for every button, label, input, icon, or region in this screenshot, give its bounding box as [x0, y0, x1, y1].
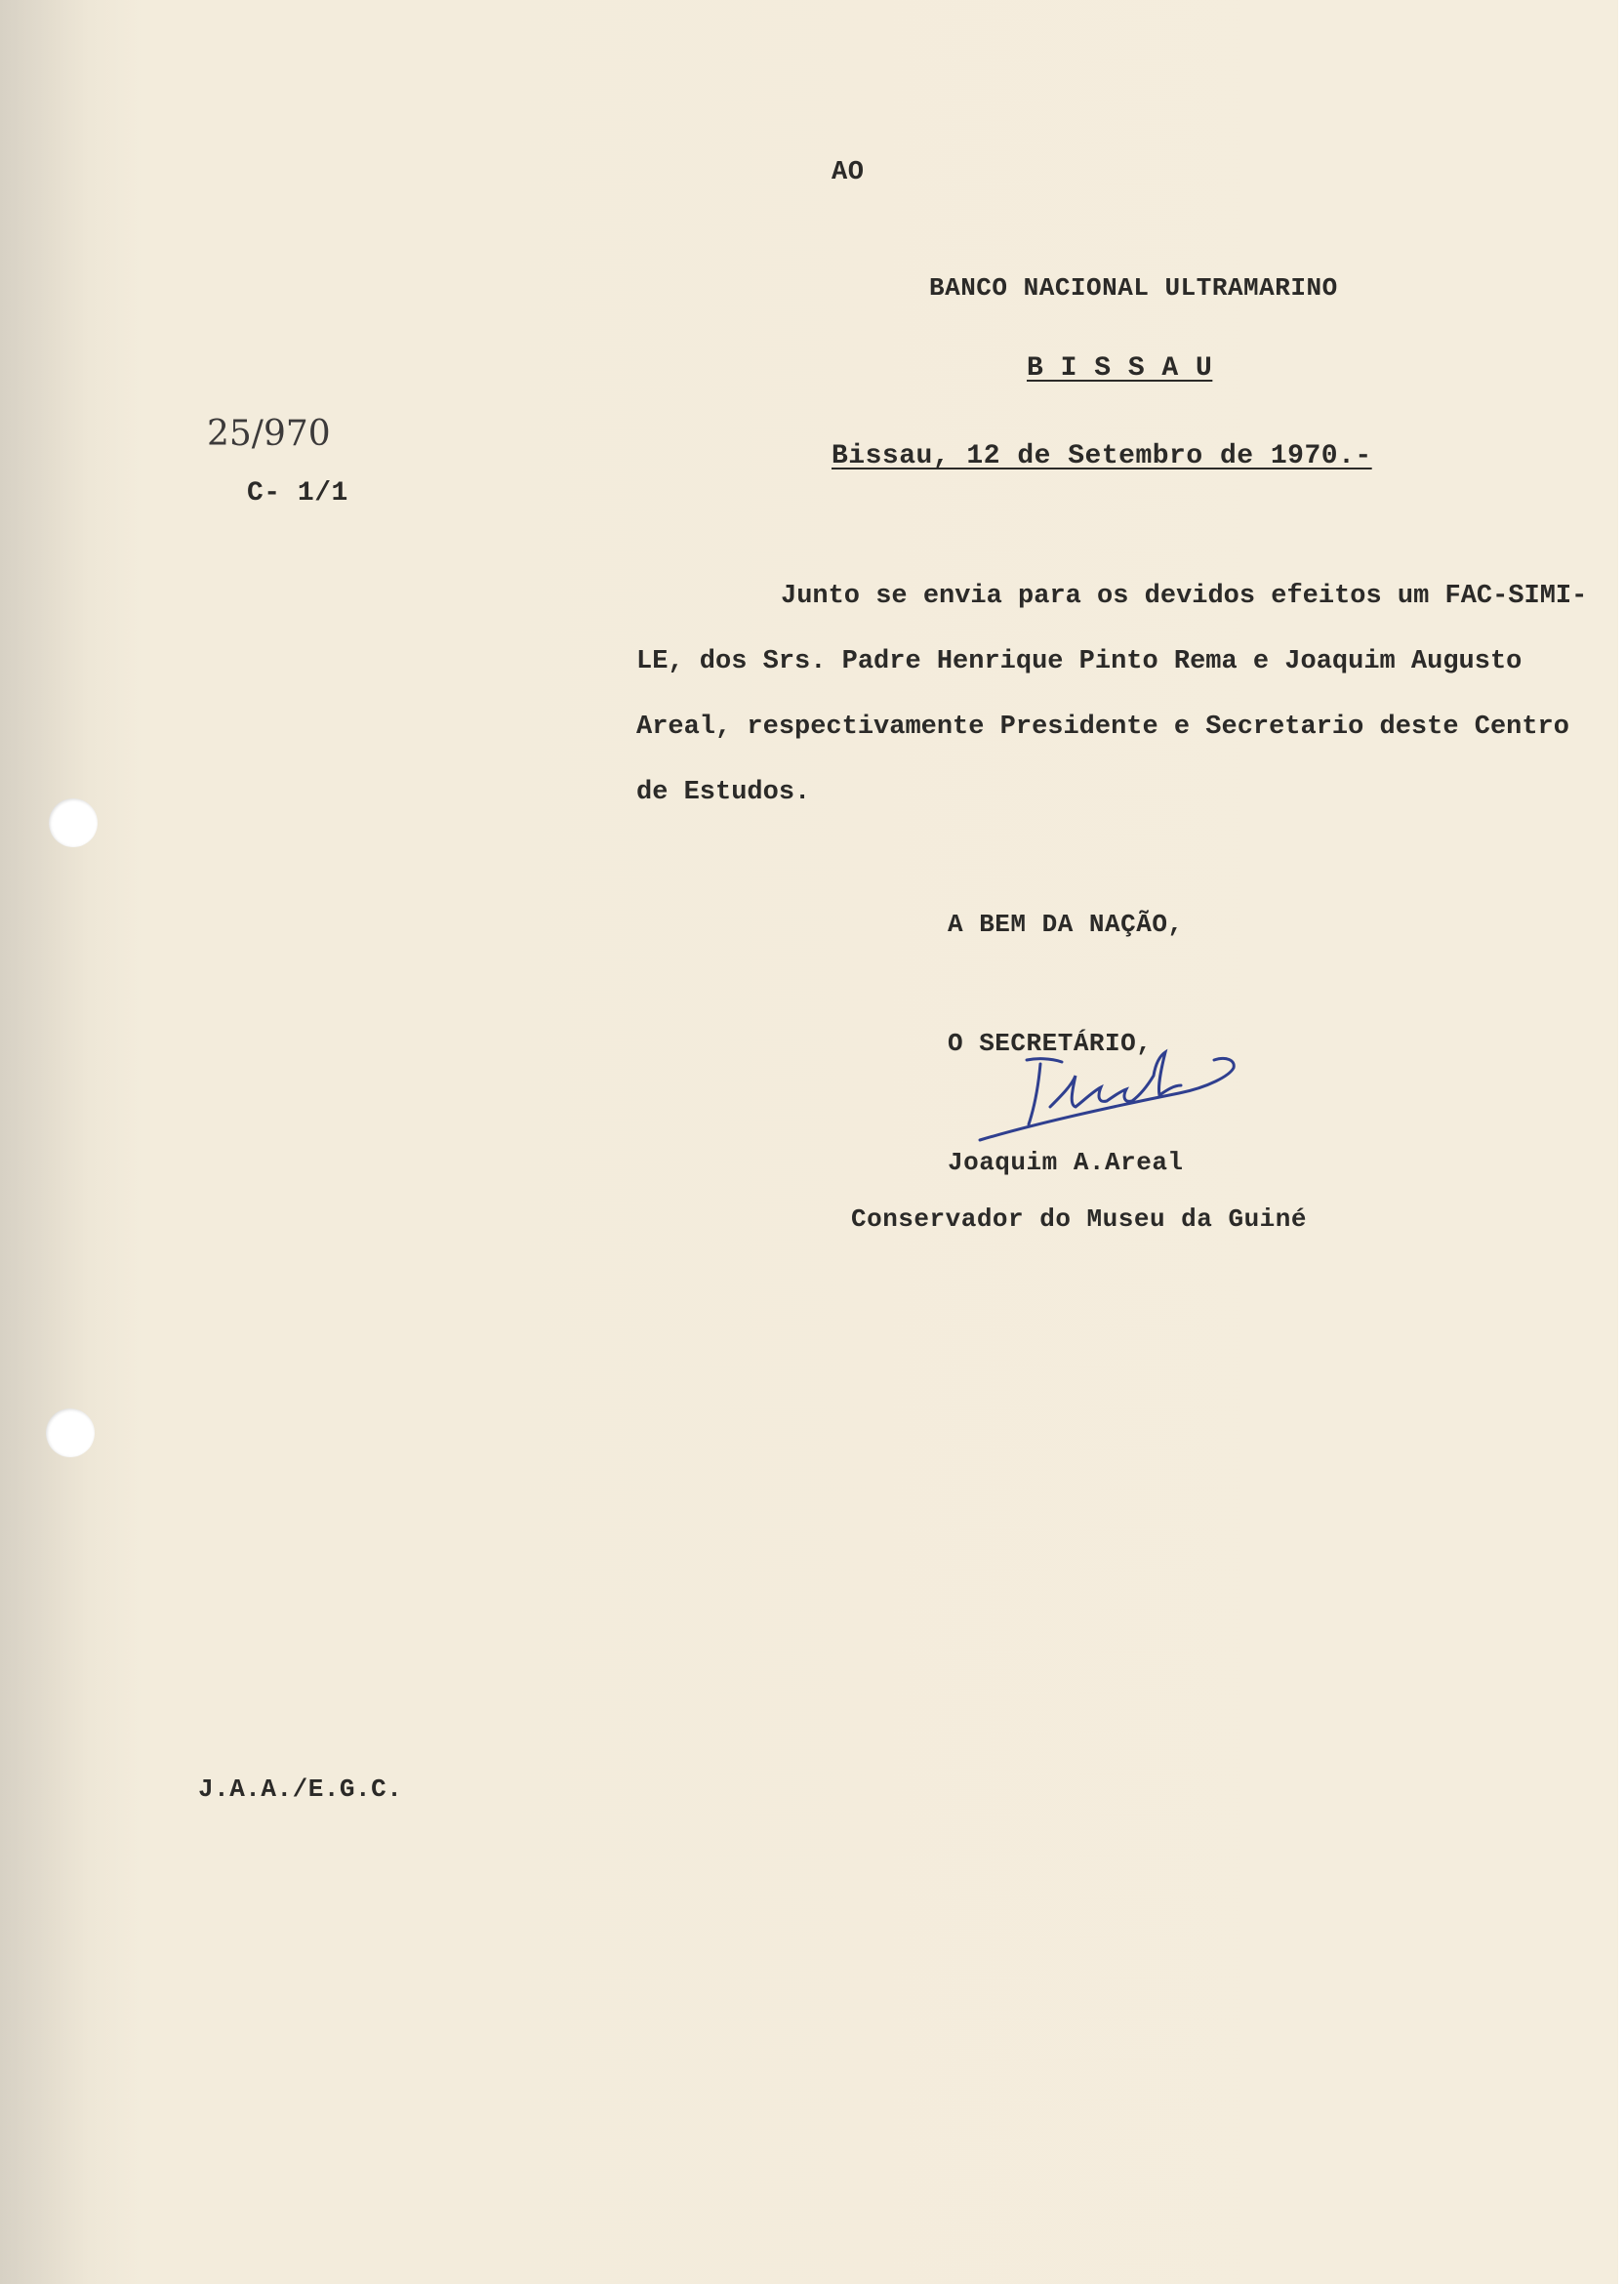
recipient-city: B I S S A U	[1027, 353, 1213, 384]
typist-initials: J.A.A./E.G.C.	[198, 1774, 403, 1804]
recipient: BANCO NACIONAL ULTRAMARINO	[929, 273, 1338, 303]
handwritten-reference-number: 25/970	[207, 414, 331, 454]
body-line: LE, dos Srs. Padre Henrique Pinto Rema e Joaquim Augusto	[636, 647, 1522, 676]
closing: A BEM DA NAÇÃO,	[948, 910, 1184, 939]
signatory-name: Joaquim A.Areal	[948, 1148, 1184, 1177]
signatory-position: Conservador do Museu da Guiné	[851, 1204, 1307, 1234]
paper-fold-shadow	[0, 0, 146, 2284]
letter-body	[636, 564, 1603, 826]
body-line: Areal, respectivamente Presidente e Secretario deste Centro	[636, 713, 1569, 742]
body-line: Junto se envia para os devidos efeitos um FAC-SIMI-	[781, 582, 1588, 611]
page-edge	[1618, 0, 1624, 2284]
punch-hole-top	[49, 798, 98, 847]
date-line: Bissau, 12 de Setembro de 1970.-	[832, 441, 1372, 471]
signatory-title: O SECRETÁRIO,	[948, 1029, 1153, 1058]
salutation: AO	[832, 158, 865, 187]
reference-code: C- 1/1	[247, 478, 348, 509]
handwritten-signature	[974, 1046, 1257, 1154]
body-line: de Estudos.	[636, 778, 811, 807]
punch-hole-bottom	[46, 1408, 95, 1457]
